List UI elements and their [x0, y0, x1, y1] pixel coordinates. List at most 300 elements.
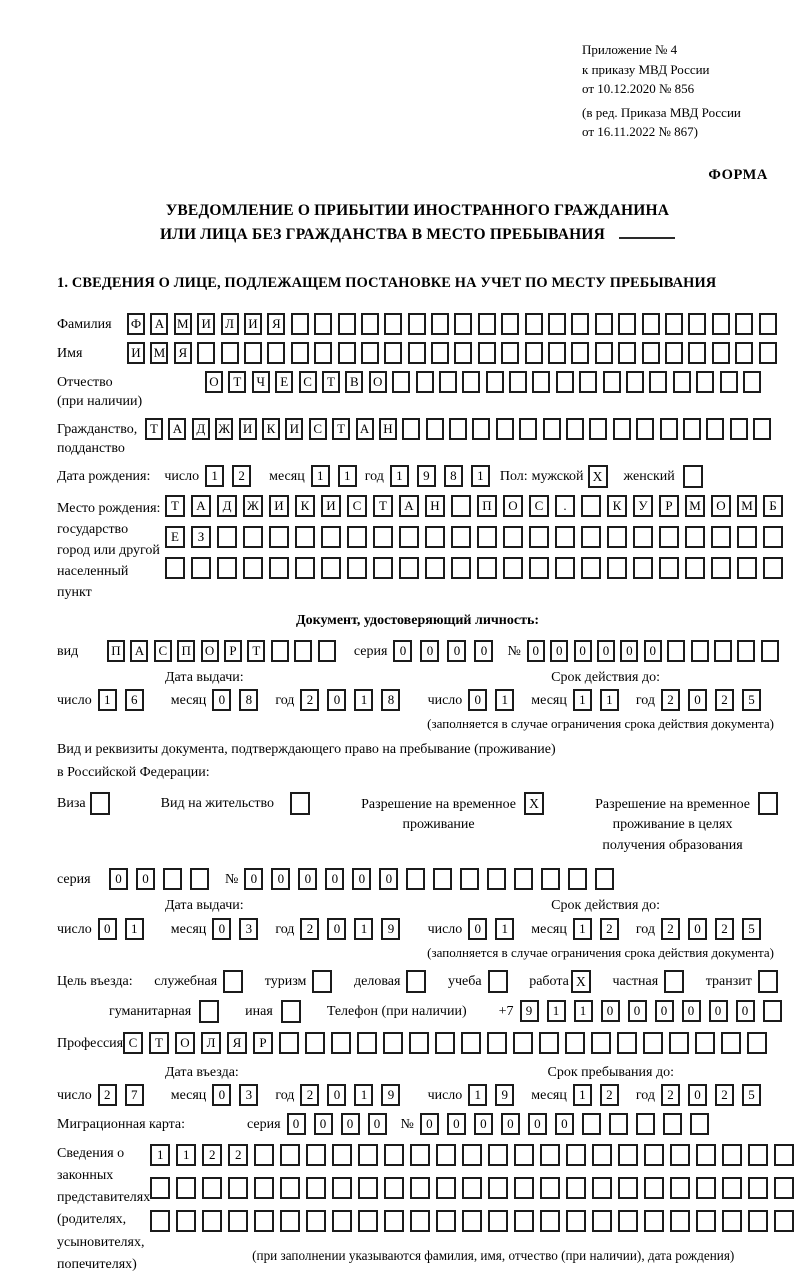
- char-cell: 0: [298, 868, 317, 890]
- char-cell: [595, 342, 613, 364]
- char-cell: [525, 342, 543, 364]
- form-label: ФОРМА: [708, 166, 768, 183]
- char-cell: 1: [468, 1084, 487, 1106]
- identity-doc-row: [57, 640, 778, 662]
- char-cell: [720, 371, 738, 393]
- form-title-line1: УВЕДОМЛЕНИЕ О ПРИБЫТИИ ИНОСТРАННОГО ГРАЖДАНИНА: [165, 201, 670, 219]
- char-cell: Д: [217, 495, 237, 517]
- char-cell: 0: [368, 1113, 387, 1135]
- char-cell: 0: [597, 640, 615, 662]
- char-cell: 0: [550, 640, 568, 662]
- identity-series-label: серия: [353, 643, 388, 659]
- phone-prefix: +7: [498, 1003, 514, 1019]
- char-cell: 9: [520, 1000, 539, 1022]
- char-cell: [571, 313, 589, 335]
- char-cell: [496, 418, 514, 440]
- migration-card-row: [57, 1113, 778, 1135]
- char-cell: [254, 1177, 274, 1199]
- char-cell: [501, 313, 519, 335]
- stay-until-date: число 1 9 месяц 1 2 год 2 0 2 5: [428, 1084, 778, 1106]
- month-label: месяц: [269, 469, 305, 485]
- char-cell: [737, 640, 755, 662]
- char-cell: [581, 495, 601, 517]
- option-visa: Виза: [57, 792, 110, 815]
- identity-expiry-header: Срок действия до:: [551, 669, 660, 685]
- char-cell: [685, 557, 705, 579]
- char-cell: [721, 1032, 741, 1054]
- char-cell: 8: [444, 465, 463, 487]
- char-cell: 2: [600, 1084, 619, 1106]
- char-cell: О: [201, 640, 219, 662]
- char-cell: [540, 1177, 560, 1199]
- char-cell: [589, 418, 607, 440]
- char-cell: [435, 1032, 455, 1054]
- char-cell: 0: [420, 1113, 439, 1135]
- firstname-row: [57, 342, 778, 364]
- char-cell: 2: [661, 918, 680, 940]
- char-cell: [581, 526, 601, 548]
- char-cell: [665, 313, 683, 335]
- migration-series-cells: [287, 1113, 395, 1135]
- char-cell: 2: [98, 1084, 117, 1106]
- option-temp-residence-education: Разрешение на временное проживание в целях получения образования: [595, 792, 778, 856]
- identity-date-headers: [57, 669, 778, 687]
- char-cell: [660, 418, 678, 440]
- char-cell: 0: [574, 640, 592, 662]
- representatives-row: [57, 1142, 778, 1276]
- char-cell: 0: [136, 868, 155, 890]
- char-cell: [202, 1210, 222, 1232]
- purpose-other: иная: [245, 1000, 301, 1023]
- char-cell: [399, 557, 419, 579]
- appendix-line: Приложение № 4: [582, 42, 678, 57]
- profession-cells: [123, 1032, 773, 1054]
- char-cell: 0: [314, 1113, 333, 1135]
- char-cell: [416, 371, 434, 393]
- char-cell: [688, 313, 706, 335]
- char-cell: 0: [420, 640, 439, 662]
- char-cell: [462, 371, 480, 393]
- char-cell: [243, 557, 263, 579]
- char-cell: Т: [332, 418, 350, 440]
- char-cell: [556, 371, 574, 393]
- char-cell: Л: [201, 1032, 221, 1054]
- checkbox-tourism: [312, 970, 332, 993]
- char-cell: [592, 1177, 612, 1199]
- residence-expiry-year-cells: [661, 918, 769, 940]
- char-cell: [190, 868, 209, 890]
- purpose-tourism: туризм: [265, 970, 333, 993]
- char-cell: [318, 640, 336, 662]
- char-cell: 1: [573, 1084, 592, 1106]
- char-cell: [487, 868, 506, 890]
- citizenship-row: [57, 418, 778, 458]
- char-cell: 0: [620, 640, 638, 662]
- char-cell: 0: [501, 1113, 520, 1135]
- char-cell: [426, 418, 444, 440]
- char-cell: [150, 1177, 170, 1199]
- char-cell: [451, 557, 471, 579]
- char-cell: [642, 342, 660, 364]
- char-cell: Ч: [252, 371, 270, 393]
- representatives-cells-block: [150, 1142, 800, 1264]
- char-cell: 0: [98, 918, 117, 940]
- char-cell: [607, 526, 627, 548]
- char-cell: [514, 1210, 534, 1232]
- form-title-line2-wrap: [57, 223, 778, 248]
- char-cell: [383, 1032, 403, 1054]
- char-cell: М: [150, 342, 168, 364]
- representatives-cells-row2: [150, 1177, 800, 1199]
- char-cell: [670, 1210, 690, 1232]
- char-cell: М: [174, 313, 192, 335]
- char-cell: [503, 557, 523, 579]
- char-cell: 1: [98, 689, 117, 711]
- char-cell: [449, 418, 467, 440]
- char-cell: [683, 418, 701, 440]
- residence-doc-intro1: Вид и реквизиты документа, подтверждающего право на пребывание (проживание): [57, 742, 556, 758]
- char-cell: 0: [644, 640, 662, 662]
- char-cell: [539, 1032, 559, 1054]
- char-cell: [695, 1032, 715, 1054]
- sex-female-label: женский: [623, 469, 675, 485]
- char-cell: 2: [715, 918, 734, 940]
- identity-number-cells: [527, 640, 784, 662]
- char-cell: [191, 557, 211, 579]
- char-cell: [478, 313, 496, 335]
- char-cell: 1: [338, 465, 357, 487]
- char-cell: [347, 526, 367, 548]
- char-cell: [759, 342, 777, 364]
- char-cell: [399, 526, 419, 548]
- char-cell: И: [197, 313, 215, 335]
- char-cell: 1: [495, 918, 514, 940]
- residence-number-cells: [244, 868, 622, 890]
- char-cell: [332, 1177, 352, 1199]
- char-cell: [280, 1210, 300, 1232]
- char-cell: М: [737, 495, 757, 517]
- char-cell: А: [168, 418, 186, 440]
- year-label: год: [364, 469, 384, 485]
- char-cell: [759, 313, 777, 335]
- firstname-label: Имя: [57, 346, 83, 362]
- char-cell: [431, 313, 449, 335]
- char-cell: С: [154, 640, 172, 662]
- char-cell: [519, 418, 537, 440]
- citizenship-label: Гражданство, подданство: [57, 422, 138, 456]
- char-cell: [425, 526, 445, 548]
- char-cell: [306, 1177, 326, 1199]
- char-cell: [737, 526, 757, 548]
- char-cell: [451, 495, 471, 517]
- char-cell: 0: [736, 1000, 755, 1022]
- patronymic-row: [57, 371, 778, 411]
- char-cell: Т: [322, 371, 340, 393]
- migration-series-label: серия: [247, 1117, 281, 1133]
- visit-purpose-row: [57, 970, 778, 993]
- sex-label: Пол:: [499, 469, 528, 485]
- char-cell: [774, 1177, 794, 1199]
- checkbox-private: [664, 970, 684, 993]
- checkbox-visa: [90, 792, 110, 815]
- char-cell: [688, 342, 706, 364]
- birthdate-year-cells: [390, 465, 498, 487]
- char-cell: 2: [715, 689, 734, 711]
- char-cell: [425, 557, 445, 579]
- char-cell: [748, 1177, 768, 1199]
- char-cell: [150, 1210, 170, 1232]
- char-cell: [592, 1210, 612, 1232]
- char-cell: 2: [202, 1144, 222, 1166]
- char-cell: [472, 418, 490, 440]
- char-cell: [763, 557, 783, 579]
- char-cell: [659, 526, 679, 548]
- char-cell: 6: [125, 689, 144, 711]
- char-cell: [722, 1210, 742, 1232]
- char-cell: 1: [573, 689, 592, 711]
- char-cell: [392, 371, 410, 393]
- char-cell: [306, 1210, 326, 1232]
- char-cell: [737, 557, 757, 579]
- char-cell: Н: [379, 418, 397, 440]
- char-cell: [513, 1032, 533, 1054]
- checkbox-male: X: [588, 465, 608, 488]
- char-cell: [566, 1177, 586, 1199]
- char-cell: [618, 1210, 638, 1232]
- char-cell: 2: [661, 1084, 680, 1106]
- char-cell: [609, 1113, 628, 1135]
- char-cell: [269, 526, 289, 548]
- char-cell: [626, 371, 644, 393]
- char-cell: К: [607, 495, 627, 517]
- char-cell: 2: [715, 1084, 734, 1106]
- appendix-line: от 10.12.2020 № 856: [582, 81, 695, 96]
- char-cell: С: [309, 418, 327, 440]
- residence-expiry-note: (заполняется в случае ограничения срока действия документа): [427, 944, 774, 960]
- char-cell: [461, 1032, 481, 1054]
- entry-date-header: Дата въезда:: [165, 1064, 239, 1080]
- char-cell: [163, 868, 182, 890]
- phone-label: Телефон (при наличии): [326, 1003, 467, 1019]
- char-cell: Т: [373, 495, 393, 517]
- stay-until-month-cells: [573, 1084, 627, 1106]
- entry-date: число 2 7 месяц 0 3 год 2 0 1 9: [57, 1084, 417, 1106]
- char-cell: [228, 1177, 248, 1199]
- birthplace-cells-block: [165, 495, 789, 579]
- char-cell: [221, 342, 239, 364]
- char-cell: [711, 557, 731, 579]
- residence-issue-month-cells: [212, 918, 266, 940]
- char-cell: 1: [495, 689, 514, 711]
- identity-number-label: №: [507, 643, 521, 659]
- char-cell: [649, 371, 667, 393]
- char-cell: [408, 313, 426, 335]
- identity-expiry-date: число 0 1 месяц 1 1 год 2 0 2 5: [428, 689, 778, 711]
- char-cell: [361, 342, 379, 364]
- revision-line: (в ред. Приказа МВД России: [582, 104, 741, 120]
- char-cell: П: [107, 640, 125, 662]
- char-cell: [176, 1210, 196, 1232]
- char-cell: 0: [447, 640, 466, 662]
- char-cell: 0: [601, 1000, 620, 1022]
- char-cell: [295, 526, 315, 548]
- char-cell: 1: [574, 1000, 593, 1022]
- char-cell: 1: [390, 465, 409, 487]
- char-cell: 0: [393, 640, 412, 662]
- char-cell: 0: [528, 1113, 547, 1135]
- residence-series-cells: [109, 868, 217, 890]
- surname-cells: [127, 313, 782, 335]
- entry-date-headers: [57, 1064, 778, 1082]
- residence-number-label: №: [225, 872, 239, 888]
- residence-issue-date: число 0 1 месяц 0 3 год 2 0 1 9: [57, 918, 417, 940]
- char-cell: С: [299, 371, 317, 393]
- char-cell: [568, 868, 587, 890]
- char-cell: 2: [300, 1084, 319, 1106]
- char-cell: 0: [212, 918, 231, 940]
- char-cell: [555, 557, 575, 579]
- char-cell: Т: [149, 1032, 169, 1054]
- char-cell: 0: [468, 918, 487, 940]
- profession-row: [57, 1032, 778, 1054]
- char-cell: П: [177, 640, 195, 662]
- char-cell: Ж: [215, 418, 233, 440]
- checkbox-business: [406, 970, 426, 993]
- char-cell: [291, 313, 309, 335]
- identity-expiry-year-cells: [661, 689, 769, 711]
- char-cell: [540, 1210, 560, 1232]
- birthplace-label: Место рождения: государство город или другой населенный пункт: [57, 501, 161, 601]
- char-cell: Н: [425, 495, 445, 517]
- identity-series-cells: [393, 640, 501, 662]
- identity-expiry-month-cells: [573, 689, 627, 711]
- char-cell: 7: [125, 1084, 144, 1106]
- char-cell: [217, 526, 237, 548]
- char-cell: 0: [341, 1113, 360, 1135]
- char-cell: [291, 342, 309, 364]
- char-cell: Б: [763, 495, 783, 517]
- char-cell: [165, 557, 185, 579]
- char-cell: [357, 1032, 377, 1054]
- char-cell: Р: [253, 1032, 273, 1054]
- char-cell: С: [123, 1032, 143, 1054]
- char-cell: [774, 1210, 794, 1232]
- option-temp-residence: Разрешение на временное проживание X: [361, 792, 544, 836]
- char-cell: [659, 557, 679, 579]
- char-cell: [433, 868, 452, 890]
- char-cell: [271, 640, 289, 662]
- char-cell: [706, 418, 724, 440]
- stay-until-year-cells: [661, 1084, 769, 1106]
- char-cell: [332, 1210, 352, 1232]
- char-cell: 0: [709, 1000, 728, 1022]
- birthplace-cells-row2: [165, 526, 789, 548]
- residence-series-row: [57, 868, 778, 890]
- char-cell: 5: [742, 918, 761, 940]
- residence-expiry-header: Срок действия до:: [551, 898, 660, 914]
- char-cell: [243, 526, 263, 548]
- char-cell: [217, 557, 237, 579]
- purpose-study: учеба: [448, 970, 508, 993]
- form-title-line2: ИЛИ ЛИЦА БЕЗ ГРАЖДАНСТВА В МЕСТО ПРЕБЫВАНИЯ: [159, 226, 606, 244]
- char-cell: [618, 342, 636, 364]
- char-cell: [670, 1177, 690, 1199]
- char-cell: [722, 1177, 742, 1199]
- entry-dates-row: [57, 1084, 778, 1106]
- char-cell: [685, 526, 705, 548]
- char-cell: 0: [688, 689, 707, 711]
- char-cell: 1: [176, 1144, 196, 1166]
- char-cell: [582, 1113, 601, 1135]
- char-cell: 0: [628, 1000, 647, 1022]
- char-cell: [409, 1032, 429, 1054]
- char-cell: 0: [379, 868, 398, 890]
- char-cell: 2: [228, 1144, 248, 1166]
- char-cell: К: [262, 418, 280, 440]
- char-cell: 1: [311, 465, 330, 487]
- char-cell: 1: [354, 1084, 373, 1106]
- appendix-block: [582, 40, 778, 142]
- char-cell: [384, 1177, 404, 1199]
- char-cell: [279, 1032, 299, 1054]
- char-cell: 0: [352, 868, 371, 890]
- char-cell: О: [175, 1032, 195, 1054]
- char-cell: Т: [247, 640, 265, 662]
- identity-expiry-note: (заполняется в случае ограничения срока действия документа): [427, 716, 774, 732]
- char-cell: Д: [192, 418, 210, 440]
- identity-expiry-day-cells: [468, 689, 522, 711]
- sex-male-label: мужской: [531, 469, 584, 485]
- char-cell: [358, 1210, 378, 1232]
- char-cell: 1: [354, 689, 373, 711]
- char-cell: [565, 1032, 585, 1054]
- char-cell: [636, 418, 654, 440]
- char-cell: [436, 1177, 456, 1199]
- char-cell: [269, 557, 289, 579]
- char-cell: [431, 342, 449, 364]
- char-cell: [176, 1177, 196, 1199]
- identity-issue-day-cells: [98, 689, 152, 711]
- birthplace-cells-row3: [165, 557, 789, 579]
- char-cell: [696, 1177, 716, 1199]
- char-cell: [488, 1210, 508, 1232]
- char-cell: С: [529, 495, 549, 517]
- char-cell: О: [205, 371, 223, 393]
- char-cell: [514, 1177, 534, 1199]
- identity-kind-cells: [107, 640, 341, 662]
- char-cell: [529, 557, 549, 579]
- char-cell: 0: [327, 1084, 346, 1106]
- char-cell: [633, 526, 653, 548]
- char-cell: З: [191, 526, 211, 548]
- char-cell: 1: [354, 918, 373, 940]
- residence-issue-year-cells: [300, 918, 408, 940]
- char-cell: Р: [659, 495, 679, 517]
- migration-number-cells: [420, 1113, 717, 1135]
- char-cell: [454, 313, 472, 335]
- entry-month-cells: [212, 1084, 266, 1106]
- char-cell: Ф: [127, 313, 145, 335]
- char-cell: [711, 526, 731, 548]
- checkbox-female: [683, 465, 703, 488]
- char-cell: [406, 868, 425, 890]
- birthdate-row: [57, 465, 778, 488]
- char-cell: И: [285, 418, 303, 440]
- birthdate-day-cells: [205, 465, 259, 487]
- char-cell: [633, 557, 653, 579]
- migration-number-label: №: [400, 1117, 414, 1133]
- char-cell: 9: [417, 465, 436, 487]
